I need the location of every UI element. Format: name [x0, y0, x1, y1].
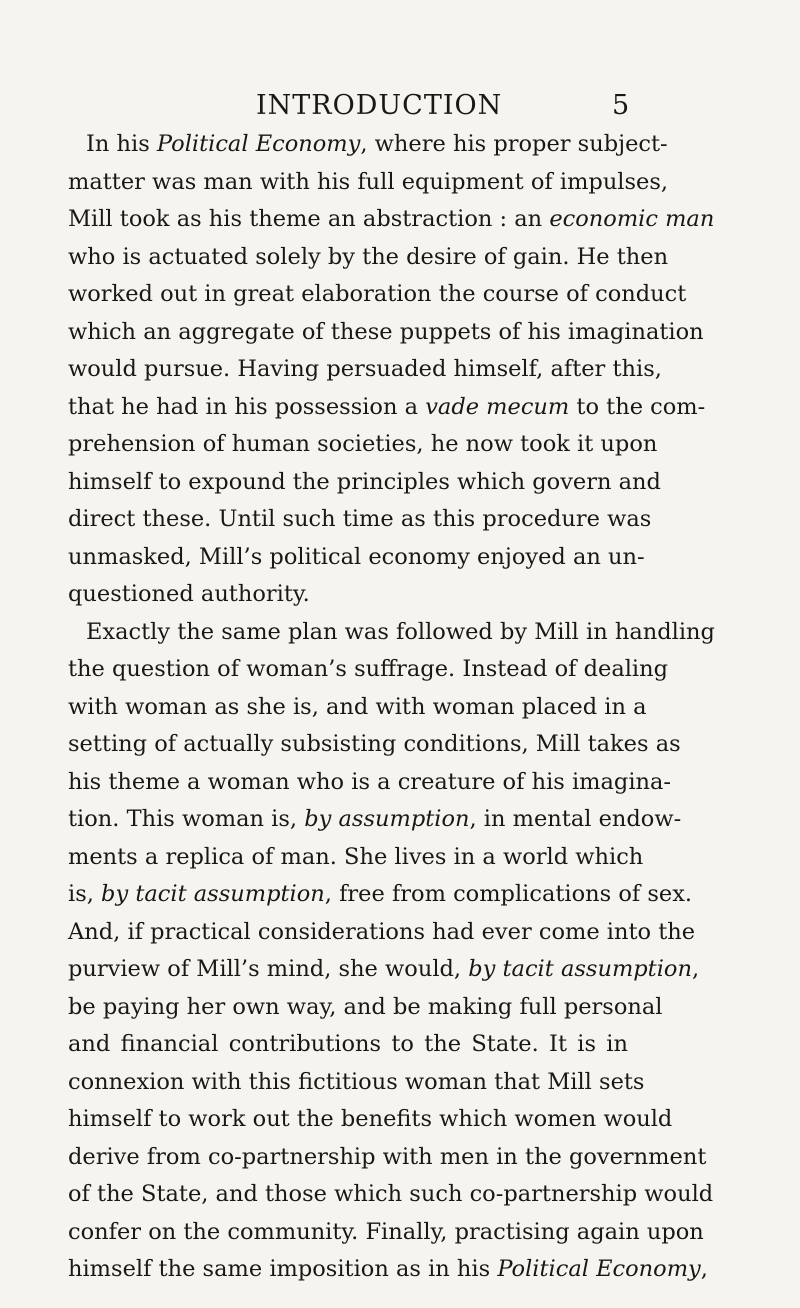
italic-phrase: vade mecum: [425, 393, 570, 420]
italic-phrase: Political Economy: [156, 131, 361, 157]
text-run: that he had in his possession a: [68, 393, 426, 420]
text-run: the question of woman’s suffrage. Instead of dealing: [68, 656, 669, 682]
text-line: [68, 539, 645, 577]
text-run: is,: [68, 881, 102, 907]
text-run: prehension of human societies, he now took it upon: [68, 431, 658, 457]
italic-phrase: by tacit assumption: [468, 956, 692, 982]
text-line: [68, 726, 681, 764]
text-run: direct these. Until such time as this procedure was: [68, 506, 652, 532]
text-run: tion. This woman is,: [68, 806, 305, 832]
text-line: [68, 464, 661, 502]
text-line: [68, 876, 693, 914]
text-run: questioned authority.: [68, 581, 310, 607]
text-run: setting of actually subsisting conditions, Mill takes as: [68, 731, 681, 757]
italic-phrase: by tacit assumption: [101, 881, 325, 907]
text-line: [68, 989, 663, 1027]
text-line: [68, 351, 662, 389]
running-head: [0, 86, 800, 126]
text-run: In his: [86, 131, 157, 157]
text-line: [68, 1139, 707, 1177]
running-title: INTRODUCTION: [256, 90, 503, 121]
text-line: [68, 801, 682, 839]
italic-phrase: by assumption: [304, 806, 470, 832]
text-run: unmasked, Mill’s political economy enjoyed an un-: [68, 543, 645, 570]
text-run: would pursue. Having persuaded himself, after this,: [68, 356, 662, 382]
text-run: ,: [691, 956, 700, 982]
text-line: [68, 651, 669, 689]
text-line: [68, 914, 696, 952]
text-line: [68, 389, 706, 427]
text-line: [68, 201, 715, 239]
text-line: [68, 314, 704, 352]
text-line: [68, 239, 669, 277]
text-run: , in mental endow-: [469, 806, 682, 832]
text-run: of the State, and those which such co-partnership would: [68, 1181, 714, 1207]
text-run: , where his proper subject-: [360, 131, 668, 157]
text-run: Mill took as his theme an abstraction : an: [68, 206, 550, 232]
text-line: [68, 276, 687, 314]
text-line: [68, 1176, 714, 1214]
text-run: with woman as she is, and with woman placed in a: [68, 693, 647, 720]
text-run: himself to work out the benefits which women would: [68, 1106, 673, 1132]
text-run: , free from complications of sex.: [324, 881, 693, 907]
text-run: which an aggregate of these puppets of his imagination: [68, 318, 704, 345]
text-run: and financial contributions to the State. It is in: [68, 1031, 628, 1057]
text-line: [68, 1064, 645, 1102]
italic-phrase: economic man: [549, 206, 715, 232]
text-line: [68, 764, 672, 802]
text-run: who is actuated solely by the desire of gain. He then: [68, 243, 669, 270]
text-line: [68, 1214, 704, 1252]
text-run: Exactly the same plan was followed by Mill in handling: [86, 618, 715, 645]
text-run: purview of Mill’s mind, she would,: [68, 956, 469, 982]
body-text: [68, 126, 715, 1289]
text-line: [68, 1026, 628, 1064]
text-run: confer on the community. Finally, practising again upon: [68, 1218, 704, 1245]
page-number: 5: [612, 90, 630, 121]
text-run: worked out in great elaboration the course of conduct: [68, 281, 687, 307]
text-line: [68, 426, 658, 464]
text-line: [68, 164, 669, 202]
text-run: derive from co-partnership with men in the government: [68, 1143, 707, 1170]
text-line: [68, 501, 652, 539]
text-run: himself the same imposition as in his: [68, 1256, 498, 1282]
text-run: ments a replica of man. She lives in a world which: [68, 843, 644, 870]
text-run: be paying her own way, and be making full personal: [68, 993, 663, 1020]
text-line: [68, 1251, 708, 1289]
text-line: [68, 1101, 673, 1139]
text-run: matter was man with his full equipment of impulses,: [68, 168, 669, 195]
text-line: [68, 614, 715, 652]
text-run: to the com-: [569, 393, 706, 420]
italic-phrase: Political Economy: [497, 1256, 701, 1282]
text-line: [68, 689, 647, 727]
text-run: connexion with this fictitious woman that Mill sets: [68, 1068, 645, 1095]
text-run: ,: [700, 1256, 708, 1282]
text-line: [68, 126, 668, 164]
text-run: himself to expound the principles which govern and: [68, 468, 661, 495]
text-line: [68, 839, 644, 877]
text-run: And, if practical considerations had ever come into the: [68, 918, 696, 945]
text-line: [68, 951, 700, 989]
text-line: [68, 576, 628, 614]
text-run: his theme a woman who is a creature of his imagina-: [68, 768, 672, 795]
